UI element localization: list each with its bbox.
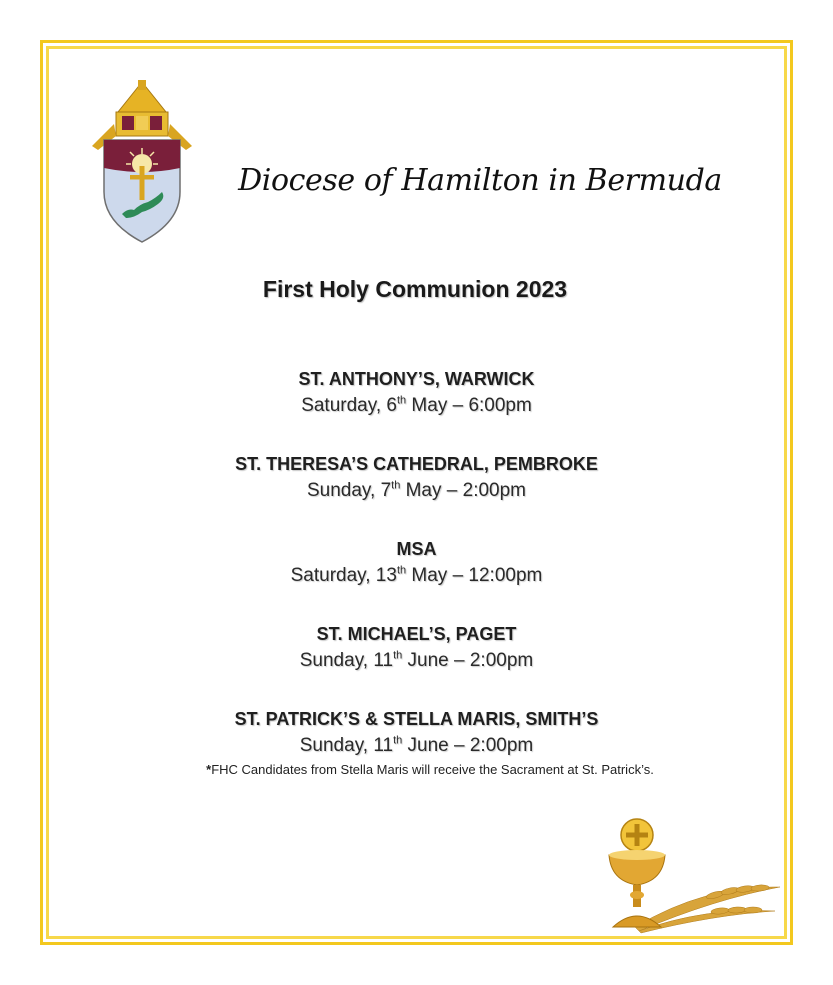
parish-datetime xyxy=(100,732,733,760)
parish-entry xyxy=(100,706,733,791)
chalice-host-wheat-icon xyxy=(595,815,785,935)
parish-name: MSA xyxy=(396,539,437,559)
footnote-text: FHC Candidates from Stella Maris will receive the Sacrament at St. Patrick’s. xyxy=(211,762,654,777)
diocesan-coat-of-arms-icon xyxy=(86,80,198,245)
date-suffix: th xyxy=(393,734,403,747)
parish-datetime xyxy=(100,477,733,505)
date-day: Sunday, 11 xyxy=(299,650,394,671)
date-rest: May – 2:00pm xyxy=(400,480,526,501)
parish-name: ST. THERESA’S CATHEDRAL, PEMBROKE xyxy=(235,454,598,474)
date-day: Saturday, 13 xyxy=(290,565,397,586)
footnote-marker: * xyxy=(206,762,212,777)
parish-name: ST. PATRICK’S & STELLA MARIS, SMITH’S xyxy=(234,709,599,729)
date-suffix: th xyxy=(393,649,403,662)
date-day: Sunday, 11 xyxy=(299,735,394,756)
parish-entry xyxy=(100,621,733,706)
parish-name: ST. MICHAEL’S, PAGET xyxy=(316,624,517,644)
footnote xyxy=(160,762,700,777)
parish-entry xyxy=(100,536,733,621)
date-suffix: th xyxy=(396,564,407,577)
communion-schedule xyxy=(100,366,733,791)
date-suffix: th xyxy=(396,394,407,407)
date-suffix: th xyxy=(391,479,401,492)
date-day: Saturday, 6 xyxy=(301,395,397,416)
date-rest: June – 2:00pm xyxy=(402,650,534,671)
date-rest: May – 12:00pm xyxy=(406,565,543,586)
parish-entry xyxy=(100,451,733,536)
parish-datetime xyxy=(100,647,733,675)
parish-name: ST. ANTHONY’S, WARWICK xyxy=(298,369,535,389)
date-day: Sunday, 7 xyxy=(306,480,392,501)
parish-entry xyxy=(100,366,733,451)
page-heading: First Holy Communion 2023 xyxy=(262,276,568,302)
parish-datetime xyxy=(100,562,733,590)
date-rest: June – 2:00pm xyxy=(402,735,534,756)
diocese-title: Diocese of Hamilton in Bermuda xyxy=(238,163,722,198)
parish-datetime xyxy=(100,392,733,420)
date-rest: May – 6:00pm xyxy=(406,395,532,416)
